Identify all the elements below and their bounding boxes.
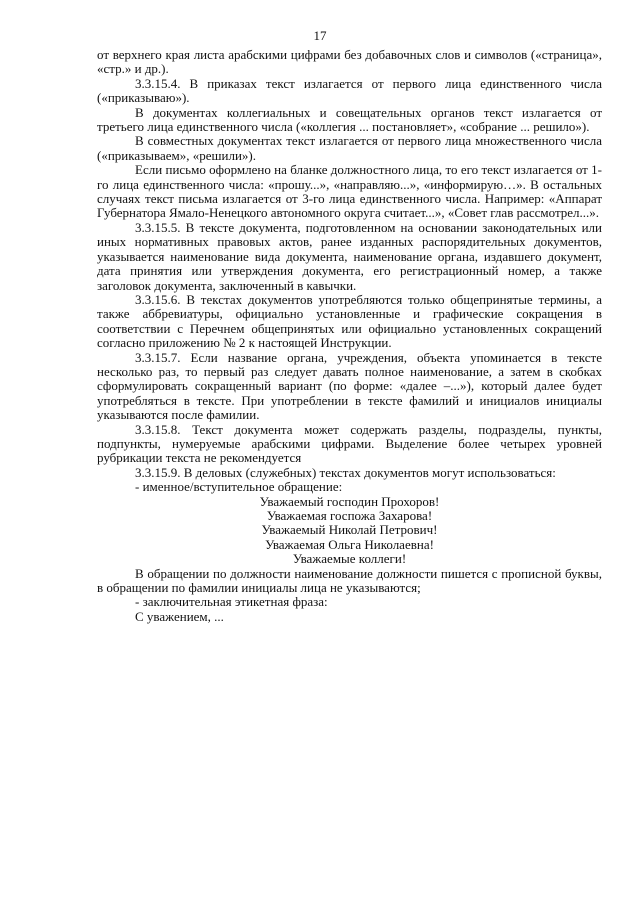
list-item-salutation: - именное/вступительное обращение: [135,479,343,495]
paragraph-3-3-15-4: 3.3.15.4. В приказах текст излагается от первого лица единственного числа («приказываю»). [97,75,602,106]
paragraph-joint-documents: В совместных документах текст излагается от первого лица множественного числа («приказываем», «решили»). [97,133,602,163]
page-number: 17 [313,28,327,43]
paragraph-3-3-15-6: 3.3.15.6. В текстах документов употребляются только общепринятые термины, а также аббревиатуры, официально установленные и графические сокращения в соответствии с Перечнем общепринятых или официально установленных сокращений согласно приложению № 2 к настоящей Инструкции. [97,291,602,351]
document-body [97,48,602,624]
paragraph-3-3-15-7: 3.3.15.7. Если название органа, учреждения, объекта упоминается в тексте несколько раз, то первый раз следует давать полное наименование, а затем в скобках сформулировать сокращенный вариант (по форме: «далее –...»), который далее будет употребляться в тексте. При употреблении в тексте фамилий и инициалов инициалы указываются после фамилии. [97,349,602,423]
paragraph-page-numbering: от верхнего края листа арабскими цифрами без добавочных слов и символов («страница», «стр.» и др.). [97,47,602,77]
greeting-line: Уважаемый господин Прохоров! [259,493,440,509]
greeting-line: Уважаемая госпожа Захарова! [266,508,433,523]
paragraph-3-3-15-8: 3.3.15.8. Текст документа может содержать разделы, подразделы, пункты, подпункты, нумеруемые арабскими цифрами. Выделение более четырех уровней рубрикации текста не рекомендуется [97,421,602,466]
greeting-line: Уважаемые коллеги! [292,551,407,567]
list-item-closing-phrase: - заключительная этикетная фраза: [135,594,328,610]
paragraph-3-3-15-9: 3.3.15.9. В деловых (служебных) текстах документов могут использоваться: [135,464,556,480]
paragraph-position-address: В обращении по должности наименование должности пишется с прописной буквы, в обращении по фамилии инициалы лица не указываются; [97,565,602,596]
paragraph-3-3-15-5: 3.3.15.5. В тексте документа, подготовленном на основании законодательных или иных нормативных правовых актов, ранее изданных распорядительных документов, указывается наименование вида документа, наименование органа, издавшего документ, дата принятия или утверждения документа, его регистрационный номер, а также заголовок документа, заключенный в кавычки. [97,219,602,293]
paragraph-official-letterhead: Если письмо оформлено на бланке должностного лица, то его текст излагается от 1-го лица единственного числа: «прошу...», «направляю...», «информирую…». В остальных случаях текст письма излагается от 3-го лица единственного числа. Например: «Аппарат Губернатора Ямало-Ненецкого автономного округа считает...», «Совет глав рассмотрел...». [97,162,602,221]
closing-phrase-example: С уважением, ... [135,608,224,624]
paragraph-collegial-bodies: В документах коллегиальных и совещательных органов текст излагается от третьего лица единственного числа («коллегия ... постановляет», «собрание ... решило»). [97,104,602,135]
greeting-line: Уважаемый Николай Петрович! [261,522,438,538]
greeting-line: Уважаемая Ольга Николаевна! [265,536,434,552]
